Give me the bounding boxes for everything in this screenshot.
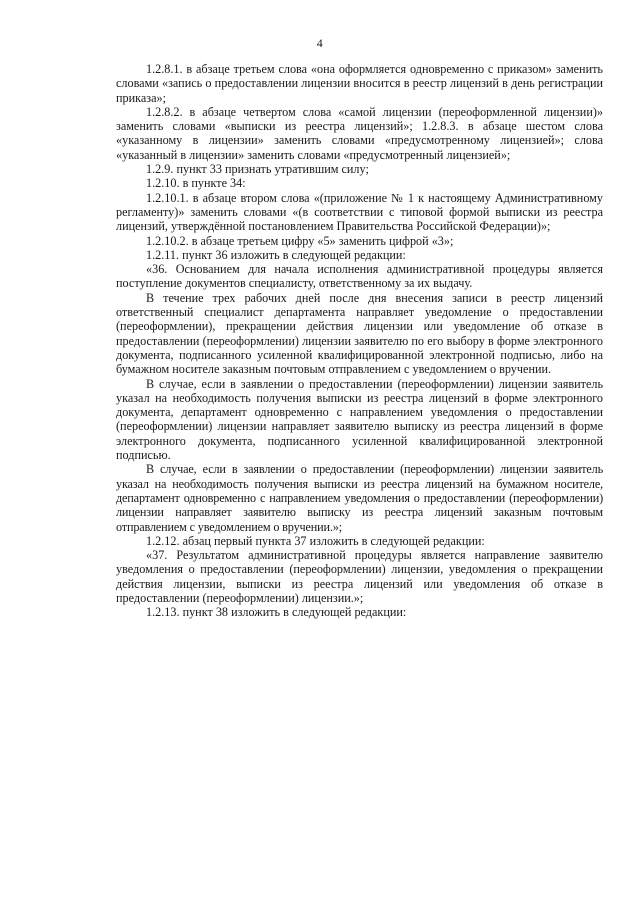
quoted-paragraph-37: «37. Результатом административной процедуры является направление заявителю уведомления о предоставлении (переоформлении) лицензии, уведомления о прекращении действия лицензии, выписки из реестра лицензий или уведомления об отказе в предоставлении (переоформлении) лицензии.»; xyxy=(116,548,603,605)
paragraph-1-2-10-1: 1.2.10.1. в абзаце втором слова «(приложение № 1 к настоящему Административному регламенту)» заменить словами «(в соответствии с типовой формой выписки из реестра лицензий, утверждённой постановлением Правительства Российской Федерации)»; xyxy=(116,190,603,234)
quoted-paragraph-36: «36. Основанием для начала исполнения административной процедуры является поступление документов специалисту, ответственному за их выдачу. xyxy=(116,262,603,291)
quoted-paragraph-paper-extract: В случае, если в заявлении о предоставлении (переоформлении) лицензии заявитель указал на необходимость получения выписки из реестра лицензий на бумажном носителе, департамент одновременно с направлением уведомления о предоставлении (переоформлении) лицензии направляет заявителю выписку из реестра лицензий заказным почтовым отправлением с уведомлением о вручении.»; xyxy=(116,462,603,534)
document-body xyxy=(116,62,603,620)
page-number: 4 xyxy=(316,36,324,50)
paragraph-1-2-9: 1.2.9. пункт 33 признать утратившим силу; xyxy=(146,162,369,177)
paragraph-1-2-12: 1.2.12. абзац первый пункта 37 изложить в следующей редакции: xyxy=(146,533,485,548)
paragraph-1-2-10: 1.2.10. в пункте 34: xyxy=(146,176,246,191)
quoted-paragraph-notification: В течение трех рабочих дней после дня внесения записи в реестр лицензий ответственный специалист департамента направляет уведомление о предоставлении (переоформлении), прекращении действия лицензии или уведомление об отказе в предоставлении (переоформлении) лицензии заявителю по его выбору в форме электронного документа, подписанного усиленной квалифицированной электронной подписью, либо на бумажном носителе заказным почтовым отправлением с уведомлением о вручении. xyxy=(116,290,603,377)
paragraph-1-2-11: 1.2.11. пункт 36 изложить в следующей редакции: xyxy=(146,247,406,262)
paragraph-1-2-13: 1.2.13. пункт 38 изложить в следующей редакции: xyxy=(146,605,407,620)
quoted-paragraph-electronic-extract: В случае, если в заявлении о предоставлении (переоформлении) лицензии заявитель указал на необходимость получения выписки из реестра лицензий в форме электронного документа, департамент одновременно с направлением уведомления о предоставлении (переоформлении) лицензии направляет заявителю выписку из реестра лицензий в форме электронного документа, подписанного усиленной квалифицированной электронной подписью. xyxy=(116,376,603,463)
paragraph-1-2-8-2: 1.2.8.2. в абзаце четвертом слова «самой лицензии (переоформленной лицензии)» заменить словами «выписки из реестра лицензий»; 1.2.8.3. в абзаце шестом слова «указанному в лицензии» заменить словами «предусмотренному лицензией»; слова «указанный в лицензии» заменить словами «предусмотренный лицензией»; xyxy=(116,104,603,162)
paragraph-1-2-10-2: 1.2.10.2. в абзаце третьем цифру «5» заменить цифрой «3»; xyxy=(146,233,454,248)
paragraph-1-2-8-1: 1.2.8.1. в абзаце третьем слова «она оформляется одновременно с приказом» заменить словами «запись о предоставлении лицензии вносится в реестр лицензий в день регистрации приказа»; xyxy=(116,62,603,105)
